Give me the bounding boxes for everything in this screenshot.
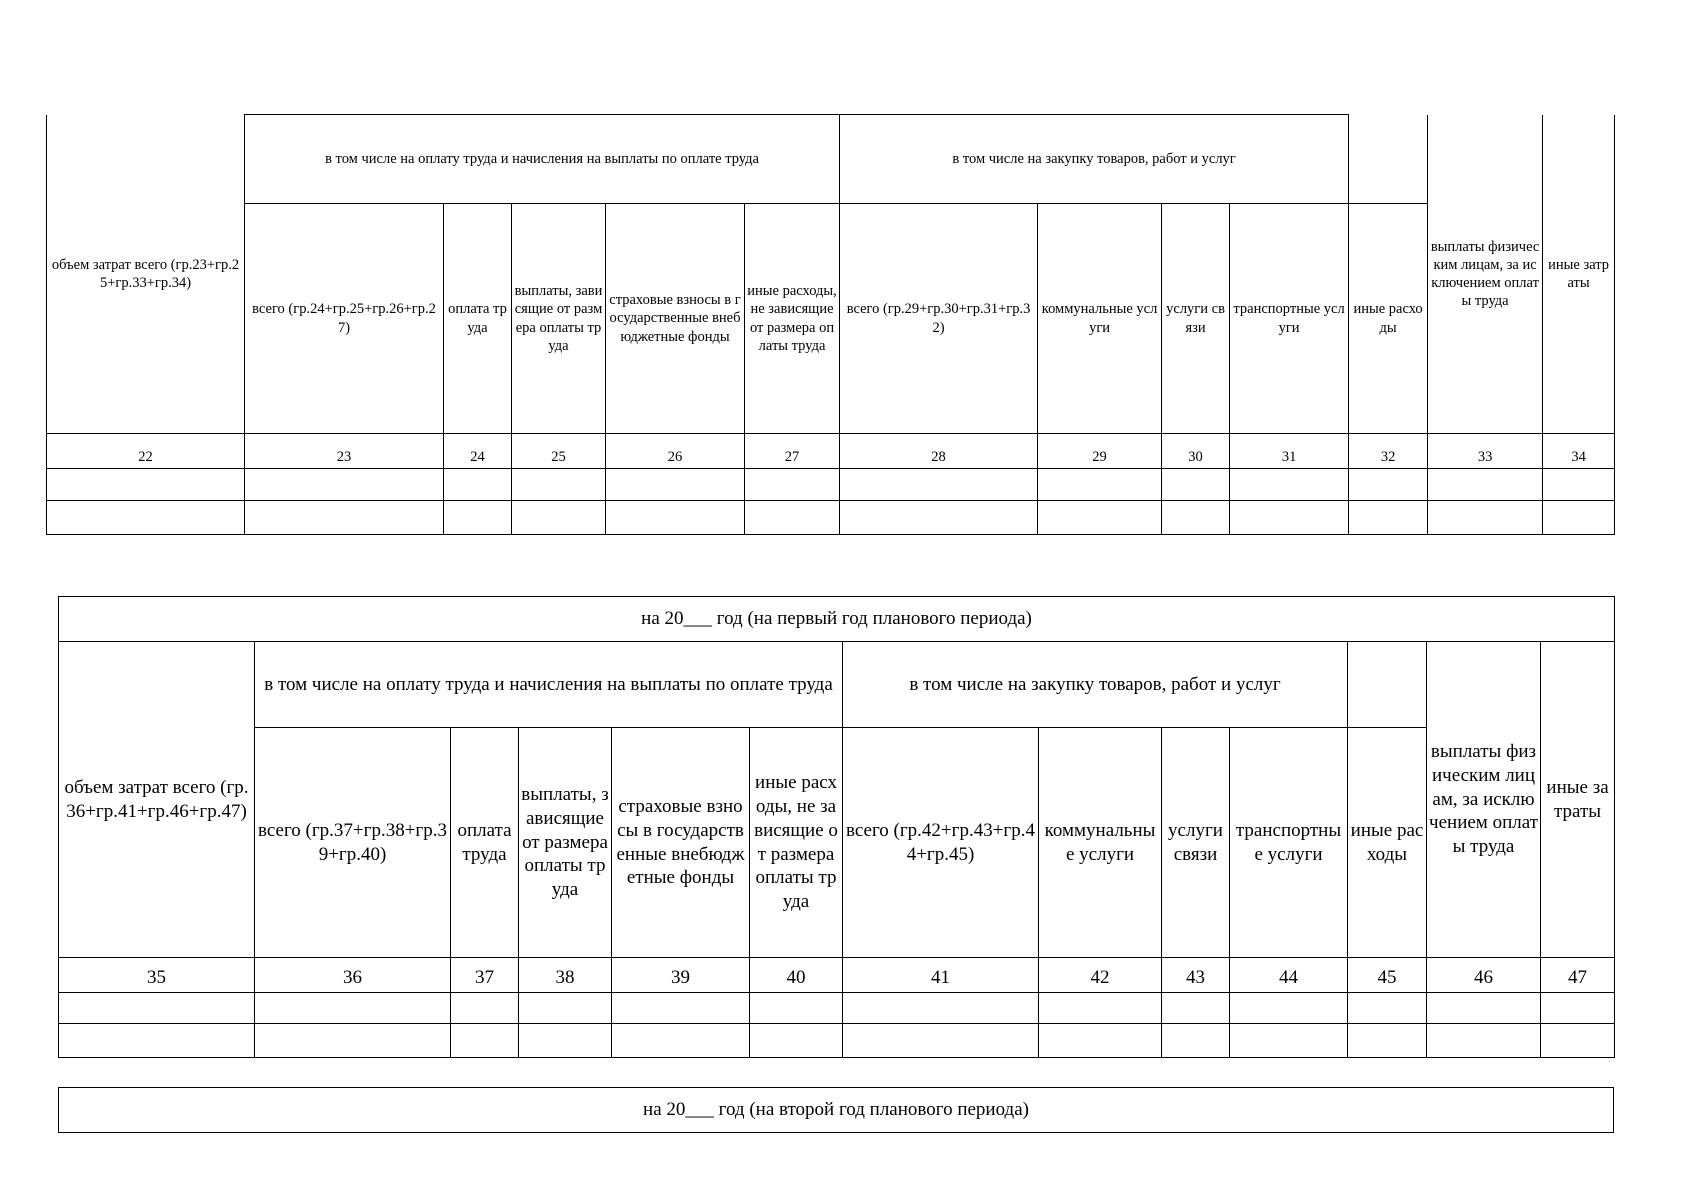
empty-cell[interactable] [451, 993, 519, 1024]
empty-cell[interactable] [1349, 501, 1428, 535]
empty-cell[interactable] [1230, 1024, 1348, 1058]
column-number: 33 [1428, 434, 1543, 469]
column-number: 43 [1162, 958, 1230, 993]
empty-cell[interactable] [519, 993, 612, 1024]
column-number: 27 [745, 434, 840, 469]
header-purchase-col: коммунальные услуги [1038, 204, 1162, 434]
empty-cell[interactable] [745, 469, 840, 501]
empty-cell[interactable] [745, 501, 840, 535]
empty-cell[interactable] [1162, 1024, 1230, 1058]
column-number: 45 [1348, 958, 1427, 993]
header-purchase-col: услуги связи [1162, 204, 1230, 434]
empty-cell[interactable] [255, 993, 451, 1024]
column-number: 47 [1541, 958, 1615, 993]
table-row [59, 1024, 1615, 1058]
table-row [47, 469, 1615, 501]
header-labor-col: оплата труда [444, 204, 512, 434]
column-number: 23 [245, 434, 444, 469]
empty-cell[interactable] [612, 1024, 750, 1058]
empty-cell[interactable] [1038, 469, 1162, 501]
column-number: 38 [519, 958, 612, 993]
column-number: 22 [47, 434, 245, 469]
column-number: 25 [512, 434, 606, 469]
column-number: 36 [255, 958, 451, 993]
empty-cell[interactable] [519, 1024, 612, 1058]
header-purchase-group: в том числе на закупку товаров, работ и услуг [843, 642, 1348, 728]
table-row [59, 993, 1615, 1024]
column-number: 46 [1427, 958, 1541, 993]
empty-cell[interactable] [843, 993, 1039, 1024]
column-number: 35 [59, 958, 255, 993]
column-number: 41 [843, 958, 1039, 993]
empty-cell[interactable] [1038, 501, 1162, 535]
column-number: 44 [1230, 958, 1348, 993]
empty-cell[interactable] [1230, 469, 1349, 501]
header-purchase-col: иные расходы [1349, 204, 1428, 434]
empty-cell[interactable] [245, 469, 444, 501]
empty-cell[interactable] [1162, 993, 1230, 1024]
header-labor-col: иные расходы, не зависящие от размера оплаты труда [750, 728, 843, 958]
header-purchase-col: коммунальные услуги [1039, 728, 1162, 958]
empty-cell[interactable] [47, 501, 245, 535]
period-title: на 20___ год (на второй год планового периода) [59, 1088, 1614, 1133]
column-number: 28 [840, 434, 1038, 469]
header-labor-col: выплаты, зависящие от размера оплаты труда [512, 204, 606, 434]
header-labor-col: выплаты, зависящие от размера оплаты труда [519, 728, 612, 958]
empty-cell[interactable] [1039, 1024, 1162, 1058]
header-total-cost: объем затрат всего (гр.36+гр.41+гр.46+гр.47) [59, 642, 255, 958]
empty-cell[interactable] [843, 1024, 1039, 1058]
header-labor-total: всего (гр.24+гр.25+гр.26+гр.27) [245, 204, 444, 434]
header-other-costs: иные затраты [1541, 642, 1615, 958]
header-labor-col: страховые взносы в государственные внебюджетные фонды [606, 204, 745, 434]
header-purchase-total: всего (гр.42+гр.43+гр.44+гр.45) [843, 728, 1039, 958]
empty-cell[interactable] [1162, 501, 1230, 535]
column-number: 39 [612, 958, 750, 993]
empty-cell[interactable] [1348, 993, 1427, 1024]
header-purchase-group: в том числе на закупку товаров, работ и услуг [840, 115, 1349, 204]
column-number: 34 [1543, 434, 1615, 469]
empty-cell[interactable] [512, 501, 606, 535]
column-number: 26 [606, 434, 745, 469]
empty-cell[interactable] [1348, 1024, 1427, 1058]
header-payments: выплаты физическим лицам, за исключением оплаты труда [1428, 115, 1543, 434]
empty-cell[interactable] [612, 993, 750, 1024]
header-purchase-total: всего (гр.29+гр.30+гр.31+гр.32) [840, 204, 1038, 434]
empty-cell[interactable] [451, 1024, 519, 1058]
empty-cell[interactable] [1543, 501, 1615, 535]
header-purchase-col: иные расходы [1348, 728, 1427, 958]
header-purchase-col: транспортные услуги [1230, 728, 1348, 958]
header-total-cost: объем затрат всего (гр.23+гр.25+гр.33+гр.34) [47, 115, 245, 434]
empty-cell[interactable] [1541, 993, 1615, 1024]
header-labor-col: страховые взносы в государственные внебюджетные фонды [612, 728, 750, 958]
empty-cell[interactable] [1230, 501, 1349, 535]
empty-cell[interactable] [1162, 469, 1230, 501]
empty-cell[interactable] [1039, 993, 1162, 1024]
header-labor-col: иные расходы, не зависящие от размера оплаты труда [745, 204, 840, 434]
empty-cell[interactable] [750, 1024, 843, 1058]
empty-cell[interactable] [606, 501, 745, 535]
column-number: 42 [1039, 958, 1162, 993]
empty-cell[interactable] [1428, 469, 1543, 501]
column-number: 24 [444, 434, 512, 469]
empty-cell[interactable] [750, 993, 843, 1024]
header-other-costs: иные затраты [1543, 115, 1615, 434]
empty-cell[interactable] [1230, 993, 1348, 1024]
header-labor-col: оплата труда [451, 728, 519, 958]
header-purchase-col: услуги связи [1162, 728, 1230, 958]
empty-cell[interactable] [245, 501, 444, 535]
empty-cell[interactable] [1428, 501, 1543, 535]
empty-cell[interactable] [1427, 993, 1541, 1024]
empty-cell[interactable] [255, 1024, 451, 1058]
empty-cell[interactable] [59, 993, 255, 1024]
cost-table-first-planning-year [58, 596, 1615, 1058]
empty-cell[interactable] [1427, 1024, 1541, 1058]
empty-cell[interactable] [1541, 1024, 1615, 1058]
header-labor-group: в том числе на оплату труда и начисления на выплаты по оплате труда [255, 642, 843, 728]
empty-cell[interactable] [1349, 469, 1428, 501]
empty-cell[interactable] [840, 469, 1038, 501]
column-number: 40 [750, 958, 843, 993]
empty-cell[interactable] [47, 469, 245, 501]
column-number: 30 [1162, 434, 1230, 469]
empty-cell[interactable] [59, 1024, 255, 1058]
empty-cell[interactable] [1543, 469, 1615, 501]
column-number: 37 [451, 958, 519, 993]
header-purchase-col: транспортные услуги [1230, 204, 1349, 434]
header-payments: выплаты физическим лицам, за исключением оплаты труда [1427, 642, 1541, 958]
cost-table-second-planning-year [58, 1087, 1614, 1133]
empty-cell[interactable] [444, 469, 512, 501]
cost-table-current-year [46, 114, 1615, 535]
column-number: 29 [1038, 434, 1162, 469]
period-title: на 20___ год (на первый год планового периода) [59, 597, 1615, 642]
header-labor-total: всего (гр.37+гр.38+гр.39+гр.40) [255, 728, 451, 958]
empty-cell[interactable] [606, 469, 745, 501]
column-number: 31 [1230, 434, 1349, 469]
column-number: 32 [1349, 434, 1428, 469]
empty-cell[interactable] [444, 501, 512, 535]
empty-cell[interactable] [512, 469, 606, 501]
table-row [47, 501, 1615, 535]
empty-cell[interactable] [840, 501, 1038, 535]
header-labor-group: в том числе на оплату труда и начисления на выплаты по оплате труда [245, 115, 840, 204]
